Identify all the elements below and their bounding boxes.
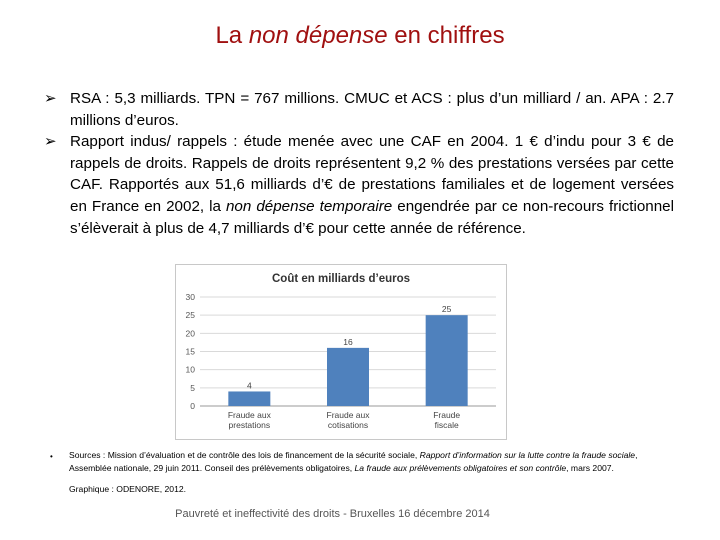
- y-tick-label: 0: [190, 401, 195, 411]
- sources-line-3: Graphique : ODENORE, 2012.: [69, 484, 187, 494]
- data-label: 4: [246, 380, 252, 391]
- y-tick-label: 30: [185, 292, 195, 302]
- y-tick-label: 20: [185, 328, 195, 339]
- bar: [228, 391, 270, 406]
- sources-line-2-end: , mars 2007.: [566, 463, 614, 473]
- sources-line-2: [69, 462, 684, 475]
- bar: [327, 348, 369, 406]
- bullet-rsa: [44, 88, 674, 131]
- chart-title: Coût en milliards d’euros: [271, 273, 411, 285]
- x-category-label: Fraude aux: [326, 410, 370, 420]
- chart-container: [175, 264, 507, 440]
- sources-line-1: [69, 449, 684, 462]
- sources-line-2-text: Assemblée nationale, 29 juin 2011. Conseil des prélèvements obligatoires,: [69, 463, 355, 473]
- bullet-rapport-text-1: Rapport indus/ rappels : étude menée avec une CAF en 2004. 1 € d’indu pour 3 € de rappels de droits. Rappels de droits représentent 9,2 % des prestations versées par cette CAF. Rapportés aux 51,6 milliards d’€ de prestations familiales et de logement versées en France en 2002, la: [70, 133, 674, 215]
- y-tick-label: 5: [190, 382, 195, 393]
- x-category-label: fiscale: [434, 420, 459, 430]
- x-category-label: Fraude aux: [227, 410, 271, 420]
- x-category-label: Fraude: [433, 410, 461, 420]
- bullet-rapport-text-2: engendrée par ce non-recours frictionnel s’élèverait à plus de 4,7 milliards d’€ pour cette année de référence.: [70, 197, 674, 237]
- arrow-bullet-icon: ➢: [44, 90, 57, 107]
- bar: [426, 315, 468, 406]
- slide-title: [0, 22, 720, 50]
- title-part2: en chiffres: [387, 22, 505, 49]
- sources-bullet: •: [50, 452, 53, 461]
- sources-text: [69, 449, 684, 496]
- bar-chart: [176, 265, 506, 439]
- slide-footer: Pauvreté et ineffectivité des droits - Bruxelles 16 décembre 2014: [175, 508, 490, 520]
- bullet-list: [44, 88, 674, 239]
- y-tick-label: 25: [185, 310, 195, 321]
- bullet-rapport-italic: non dépense temporaire: [225, 197, 393, 215]
- sources-line-1-text: Sources : Mission d’évaluation et de contrôle des lois de financement de la sécurité sociale,: [69, 450, 420, 460]
- x-category-label: prestations: [228, 420, 271, 430]
- bullet-rsa-text: RSA : 5,3 milliards. TPN = 767 millions. CMUC et ACS : plus d’un milliard / an. APA : 2.7 millions d’euros.: [70, 90, 674, 129]
- x-category-label: cotisations: [327, 420, 369, 430]
- sources-line-2-italic: La fraude aux prélèvements obligatoires et son contrôle: [354, 463, 567, 473]
- title-part1: La: [215, 22, 249, 49]
- bullet-rapport: [44, 131, 674, 239]
- data-label: 16: [343, 336, 353, 347]
- arrow-bullet-icon: ➢: [44, 133, 57, 151]
- data-label: 25: [441, 304, 452, 315]
- sources-line-1-end: ,: [635, 450, 638, 460]
- y-tick-label: 10: [185, 364, 195, 375]
- y-tick-label: 15: [185, 346, 195, 357]
- sources-line-1-italic: Rapport d’information sur la lutte contre la fraude sociale: [419, 450, 636, 460]
- title-italic: non dépense: [248, 22, 388, 49]
